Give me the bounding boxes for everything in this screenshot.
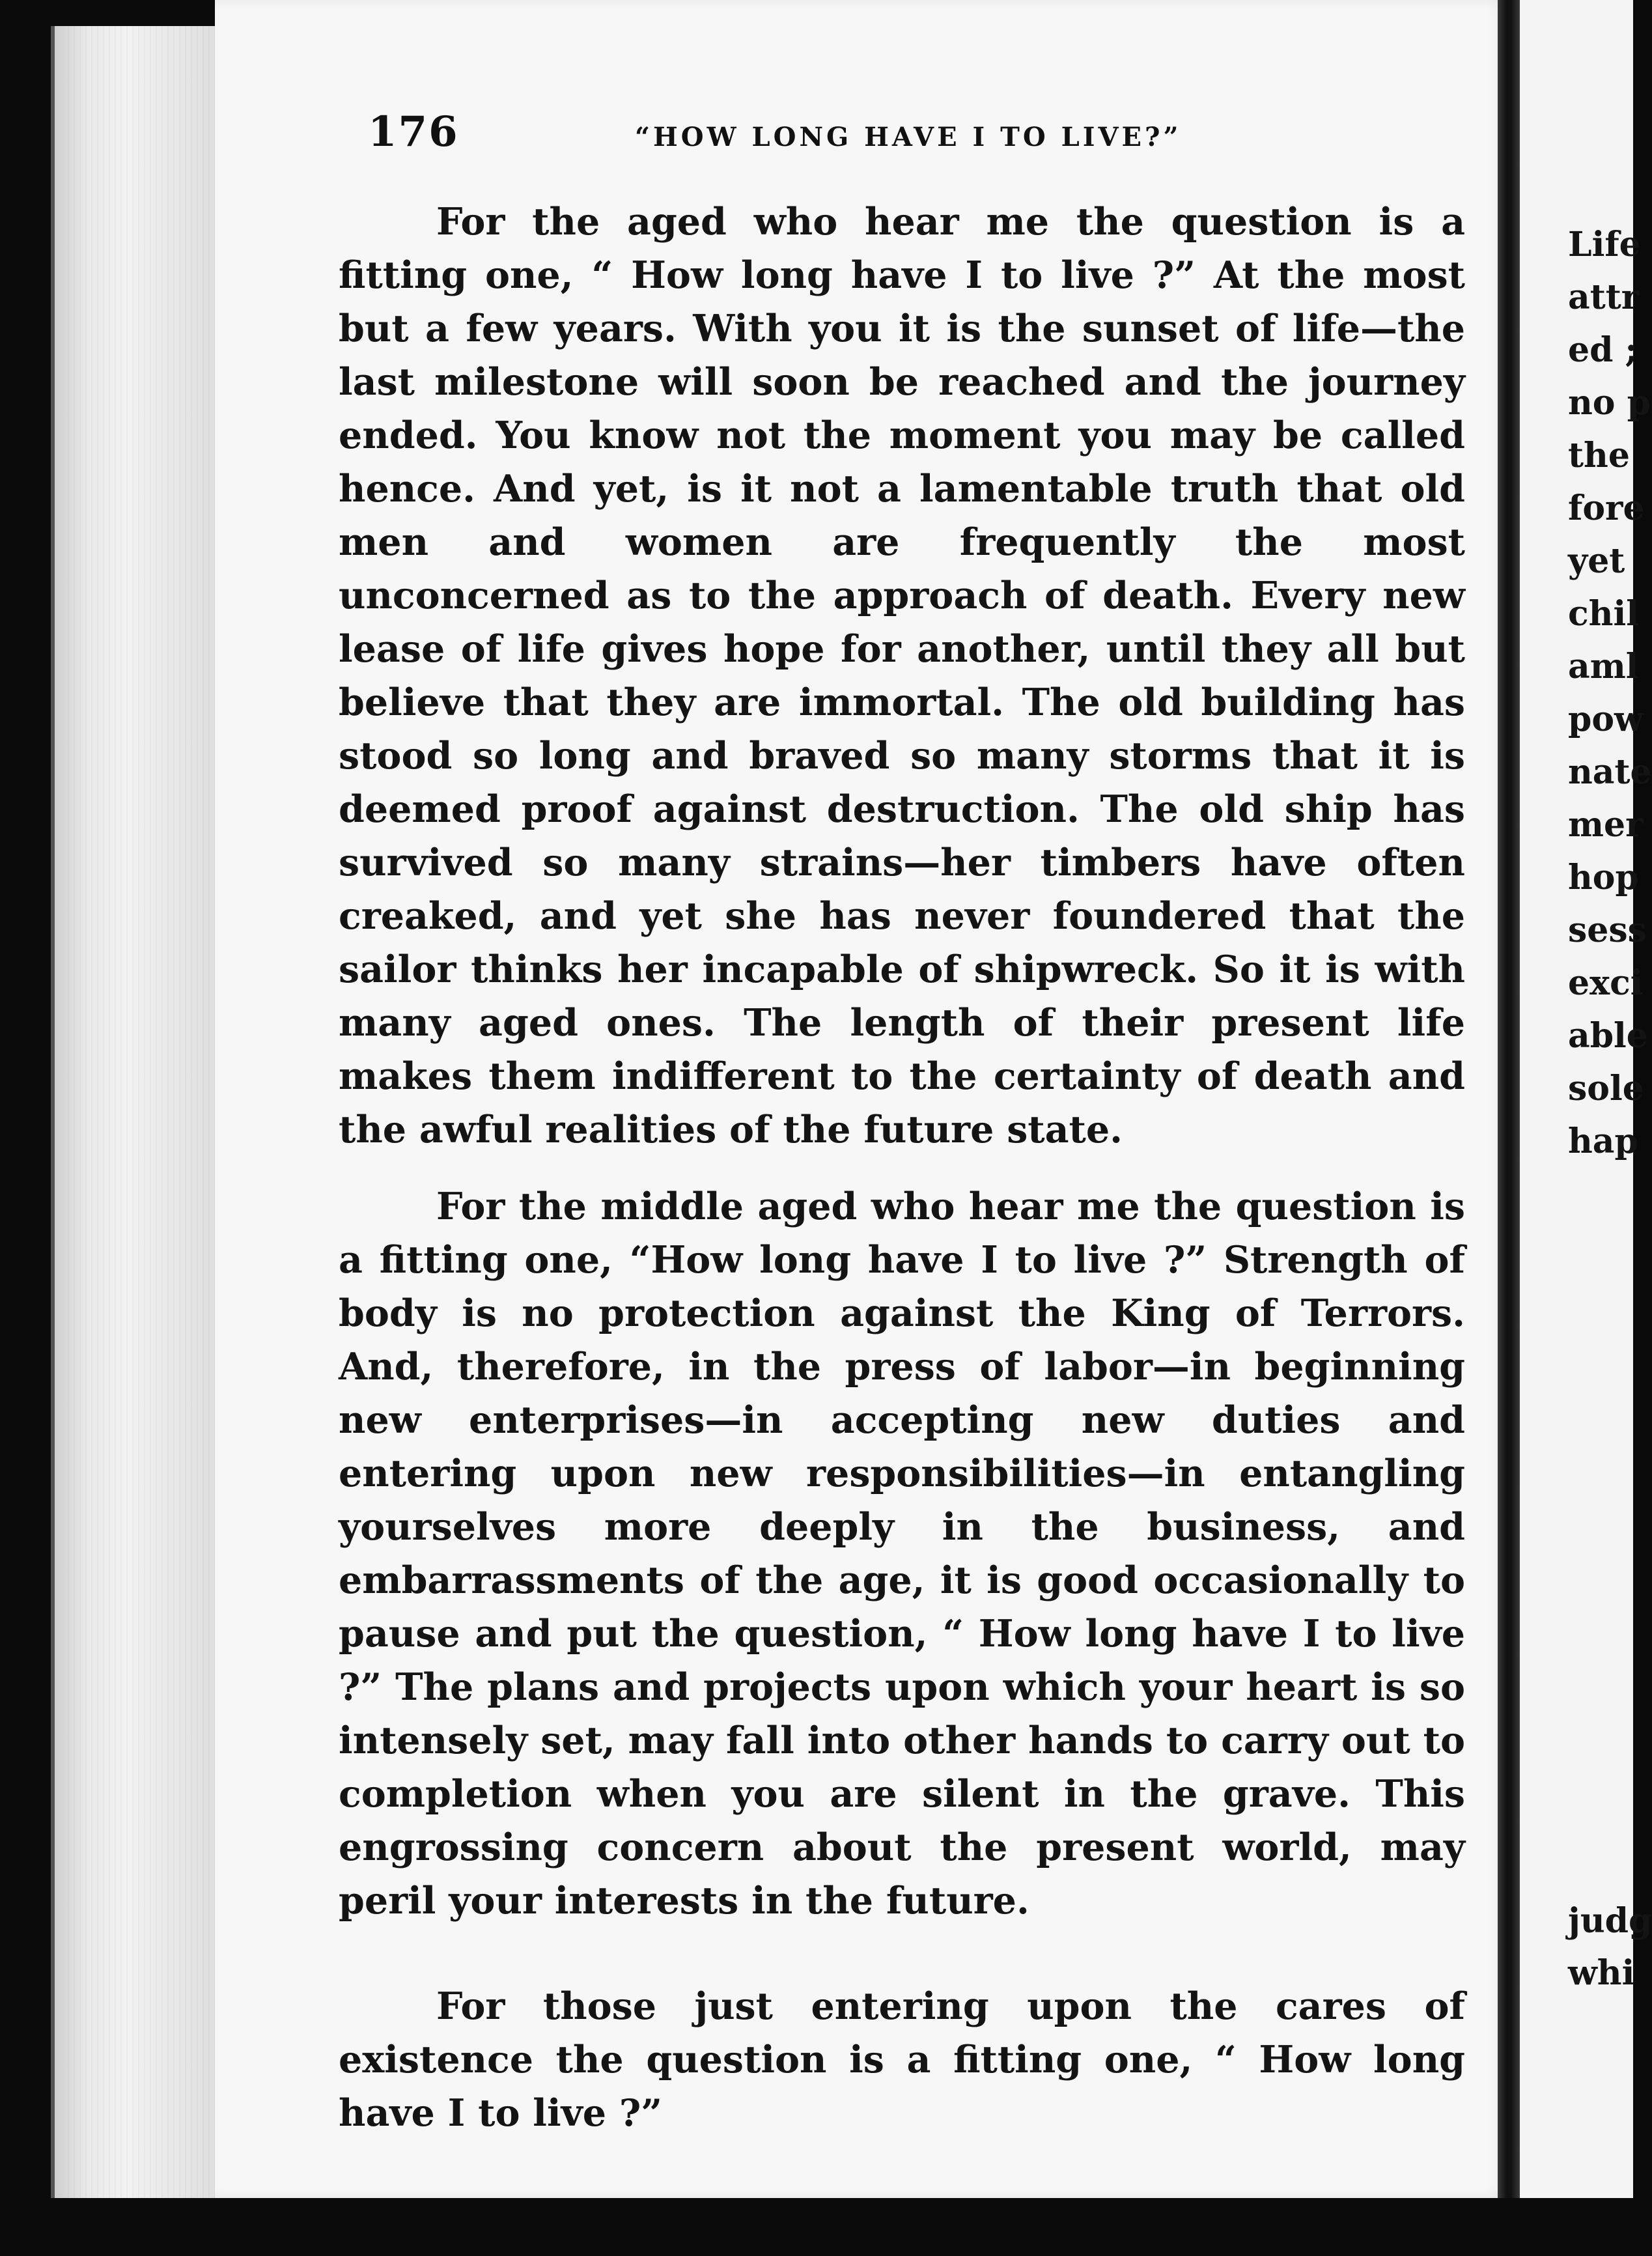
- facing-page-text: [1568, 218, 1652, 1168]
- facing-line: Life: [1568, 225, 1641, 264]
- facing-line: whi: [1568, 1953, 1635, 1993]
- facing-line: ed ;: [1568, 330, 1638, 370]
- facing-line: fore: [1568, 488, 1645, 528]
- facing-line: judg: [1568, 1901, 1652, 1941]
- paragraph-middle-aged: For the middle aged who hear me the question is a fitting one, “How long have I to live ?” Strength of body is no protection against the King of Terrors. And, therefore, in the press of labor—in beginning new enterprises—in accepting new duties and entering upon new responsibilities—in entangling yourselves more deeply in the business, and embarrassments of the age, it is good occasionally to pause and put the question, “ How long have I to live ?” The plans and projects upon which your heart is so intensely set, may fall into other hands to carry out to completion when you are silent in the grave. This engrossing concern about the present world, may peril your interests in the future.: [339, 1185, 1465, 1923]
- facing-line: aml: [1568, 647, 1639, 686]
- facing-line: pow: [1568, 699, 1644, 739]
- running-head: “HOW LONG HAVE I TO LIVE?”: [635, 122, 1182, 152]
- paragraph-aged: For the aged who hear me the question is a fitting one, “ How long have I to live ?” At the most but a few years. With you it is the sunset of life—the last milestone will soon be reached and the journey ended. You know not the moment you may be called hence. And yet, is it not a lamentable truth that old men and women are frequently the most unconcerned as to the approach of death. Every new lease of life gives hope for another, until they all but believe that they are immortal. The old building has stood so long and braved so many storms that it is deemed proof against destruction. The old ship has survived so many strains—her timbers have often creaked, and yet she has never foundered that the sailor thinks her incapable of shipwreck. So it is with many aged ones. The length of their present life makes them indifferent to the certainty of death and the awful realities of the future state.: [339, 200, 1465, 1151]
- facing-line: exci: [1568, 963, 1644, 1003]
- book-gutter: [1498, 0, 1520, 2214]
- facing-line: attr: [1568, 277, 1640, 317]
- page-header: [368, 107, 1475, 166]
- facing-line: nate: [1568, 752, 1652, 792]
- facing-line: able: [1568, 1016, 1648, 1056]
- paragraph-young: For those just entering upon the cares of existence the question is a fitting one, “ How long have I to live ?”: [339, 1984, 1465, 2135]
- body-text: [339, 195, 1465, 2164]
- scan-border: [0, 2198, 1633, 2256]
- facing-line: sole: [1568, 1069, 1644, 1108]
- facing-line: no p: [1568, 383, 1651, 423]
- page-number: 176: [368, 107, 459, 156]
- facing-line: sess: [1568, 910, 1647, 950]
- facing-line: hap: [1568, 1121, 1638, 1161]
- facing-line: mer: [1568, 805, 1644, 845]
- facing-page-text-bottom: [1568, 1895, 1652, 1999]
- facing-line: hop: [1568, 858, 1639, 897]
- book-page-edges: [51, 26, 237, 2201]
- facing-line: chil: [1568, 594, 1639, 634]
- facing-line: the: [1568, 436, 1630, 475]
- facing-line: yet: [1568, 541, 1625, 581]
